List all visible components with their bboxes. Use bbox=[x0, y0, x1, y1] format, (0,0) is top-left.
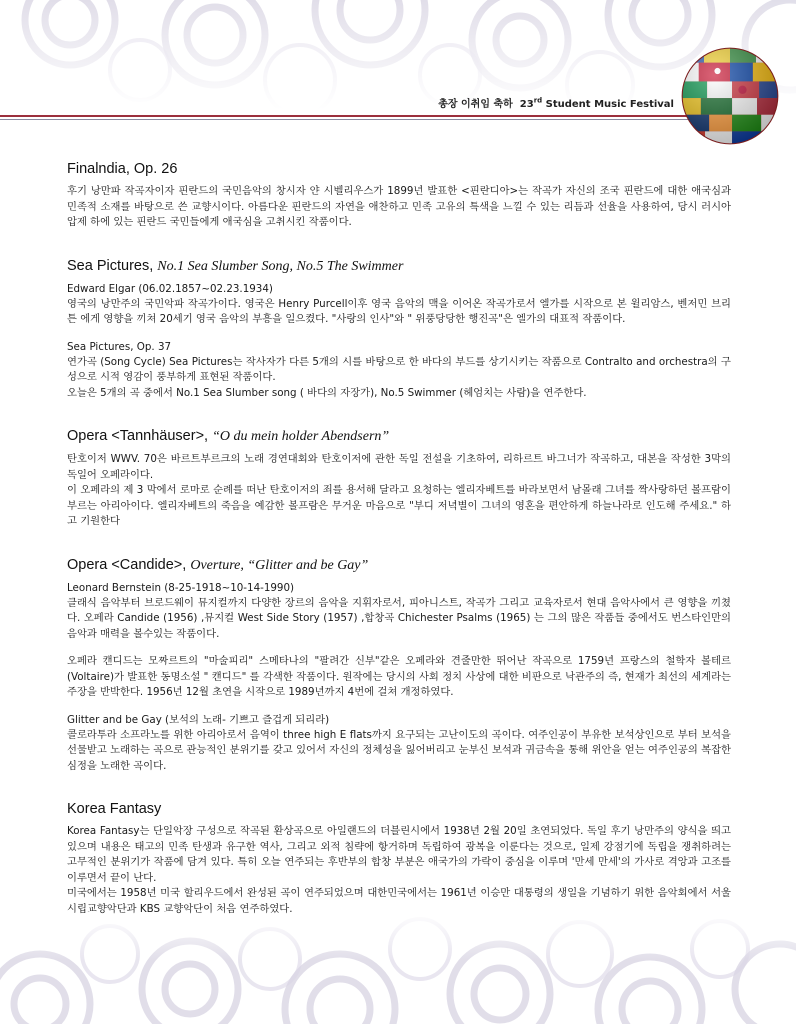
header-rule-red bbox=[0, 115, 700, 117]
title-main: Opera <Tannhäuser>, bbox=[67, 428, 209, 444]
section-sea-pictures bbox=[67, 257, 731, 402]
section-candide bbox=[67, 556, 731, 775]
section-title bbox=[67, 257, 731, 276]
title-main: Opera <Candide>, bbox=[67, 556, 187, 573]
program-notes bbox=[67, 160, 731, 917]
header-rule-gray bbox=[0, 119, 700, 120]
section-title bbox=[67, 556, 731, 575]
swirl-pattern-bottom bbox=[0, 909, 796, 1024]
header-ordinal: rd bbox=[533, 96, 543, 105]
paragraph: 이 오페라의 제 3 막에서 로마로 순례를 떠난 탄호이저의 죄를 용서해 달라고 요청하는 엘리자베트를 바라보면서 남몰래 그녀를 짝사랑하던 볼프람이 부르는 아리아이다. 엘리자베트의 죽음을 예감한 볼프람은 무거운 마음으로 "부디 저녁별이 그녀의 영혼을 편안하게 하늘나라로 인도해 주세요." 하고 기원한다 bbox=[67, 484, 731, 527]
sub-title: Sea Pictures, Op. 37 bbox=[67, 340, 172, 353]
paragraph: 콜로라투라 소프라노를 위한 아리아로서 음역이 three high E flats까지 요구되는 고난이도의 곡이다. 여주인공이 부유한 보석상인으로 부터 보석을 선물받고 노래하는 곡으로 관능적인 분위기를 갖고 있어서 자신의 정체성을 잃어버리고 눈부신 보석과 귀금속을 통해 위안을 얻는 여주인공의 복잡한 심정을 노래한 곡이다. bbox=[67, 728, 731, 772]
section-tannhauser bbox=[67, 427, 731, 530]
paragraph: 후기 낭만파 작곡자이자 핀란드의 국민음악의 창시자 얀 시벨리우스가 1899년 발표한 <핀란디아>는 작곡가 자신의 조국 핀란드에 대한 애국심과 민족적 소재를 바탕으로 쓴 교향시이다. 아름다운 핀란드의 자연을 애찬하고 민족 고유의 특색을 느낄 수 있는 리듬과 선율을 사용하여, 당시 러시아 압제 하에 있는 핀란드 국민들에게 애국심을 고취시킨 작품이다. bbox=[67, 185, 731, 228]
paragraph: 클래식 음악부터 브로드웨이 뮤지컬까지 다양한 장르의 음악을 지휘자로서, 피아니스트, 작곡가 그리고 교육자로서 현대 음악사에서 큰 영향을 끼쳤다. 오페라 Candide (1956) ,뮤지컬 West Side Story (1957) ,합창곡 Chichester Psalms (1965) 는 그의 많은 작품들 중에서도 번스타인만의 음악과 매력을 볼수있는 작품이다. bbox=[67, 596, 731, 640]
title-italic: No.1 Sea Slumber Song, No.5 The Swimmer bbox=[157, 258, 404, 274]
title-italic: “O du mein holder Abendsern” bbox=[212, 429, 390, 444]
title-main: Sea Pictures, bbox=[67, 257, 154, 274]
header-korean: 총장 이취임 축하 bbox=[438, 99, 513, 110]
section-title: Finalndia, Op. 26 bbox=[67, 161, 178, 177]
section-finlandia bbox=[67, 160, 731, 231]
composer-line: Leonard Bernstein (8-25-1918~10-14-1990) bbox=[67, 581, 295, 594]
section-title: Korea Fantasy bbox=[67, 801, 162, 817]
paragraph: 영국의 낭만주의 국민악파 작곡가이다. 영국은 Henry Purcell이후 영국 음악의 맥을 이어온 작곡가로서 엘가를 시작으로 본 윌리암스, 벤저민 브리튼 에게 영향을 끼쳐 20세기 영국 음악의 부흥을 일으켰다. "사랑의 인사"와 " 위풍당당한 행진곡"은 엘가의 대표적 작품이다. bbox=[67, 297, 731, 325]
header-number: 23 bbox=[519, 99, 534, 110]
paragraph: 오늘은 5개의 곡 중에서 No.1 Sea Slumber song ( 바다의 자장가), No.5 Swimmer (헤엄치는 사람)을 연주한다. bbox=[67, 386, 587, 399]
section-korea-fantasy bbox=[67, 800, 731, 917]
paragraph: 오페라 캔디드는 모짜르트의 "마술피리" 스메타나의 "팔려간 신부"같은 오페라와 견줄만한 뛰어난 작곡으로 1759년 프랑스의 철학자 볼테르(Voltaire)가 발표한 동명소설 " 캔디드" 를 각색한 작품이다. 원작에는 당시의 사회 정치 사상에 대한 비판으로 낙관주의 즉, 현재가 최선의 세계라는 주장을 반박한다. 1956년 12월 초연을 시작으로 1989년까지 4번에 걸쳐 개정하였다. bbox=[67, 655, 731, 698]
header-english: Student Music Festival bbox=[545, 99, 674, 110]
title-italic: Overture, “Glitter and be Gay” bbox=[190, 557, 369, 573]
section-title bbox=[67, 427, 731, 446]
paragraph: 연가곡 (Song Cycle) Sea Pictures는 작사자가 다른 5개의 시를 바탕으로 한 바다의 부드를 상기시키는 작품으로 Contralto and orchestra의 구성으로 시적 영감이 풍부하게 표현된 작품이다. bbox=[67, 355, 731, 383]
header-title bbox=[438, 95, 674, 110]
flag-globe-icon bbox=[678, 44, 782, 148]
paragraph: 탄호이저 WWV. 70은 바르트부르크의 노래 경연대회와 탄호이저에 관한 독일 전설을 기초하여, 리하르트 바그너가 작곡하고, 대본을 작성한 3막의 독일어 오페라이다. bbox=[67, 453, 731, 481]
paragraph: 미국에서는 1958년 미국 할리우드에서 완성된 곡이 연주되었으며 대한민국에서는 1961년 이승만 대통령의 생일을 기념하기 위한 음악회에서 서울시립교향악단과 KBS 교향악단이 처음 연주하였다. bbox=[67, 887, 731, 915]
sub-title: Glitter and be Gay (보석의 노래- 기쁘고 즐겁게 되리라) bbox=[67, 713, 330, 726]
swirl-pattern-top bbox=[0, 0, 796, 110]
composer-line: Edward Elgar (06.02.1857~02.23.1934) bbox=[67, 282, 273, 295]
paragraph: Korea Fantasy는 단일악장 구성으로 작곡된 환상곡으로 아일랜드의 더블린시에서 1938년 2월 20일 초연되었다. 독일 후기 낭만주의 양식을 띄고 있으며 내용은 태고의 민족 탄생과 유구한 역사, 그리고 외적 침략에 항거하며 독립하여 광복을 이룬다는 것으로, 일제 강점기에 독립을 쟁취하려는 고무적인 분위기가 작품에 담겨 있다. 특히 오늘 연주되는 후반부의 합창 부분은 애국가의 가락이 중심을 이루며 '만세 만세'의 가사로 격앙과 고조를 이루면서 끝이 난다. bbox=[67, 825, 731, 884]
